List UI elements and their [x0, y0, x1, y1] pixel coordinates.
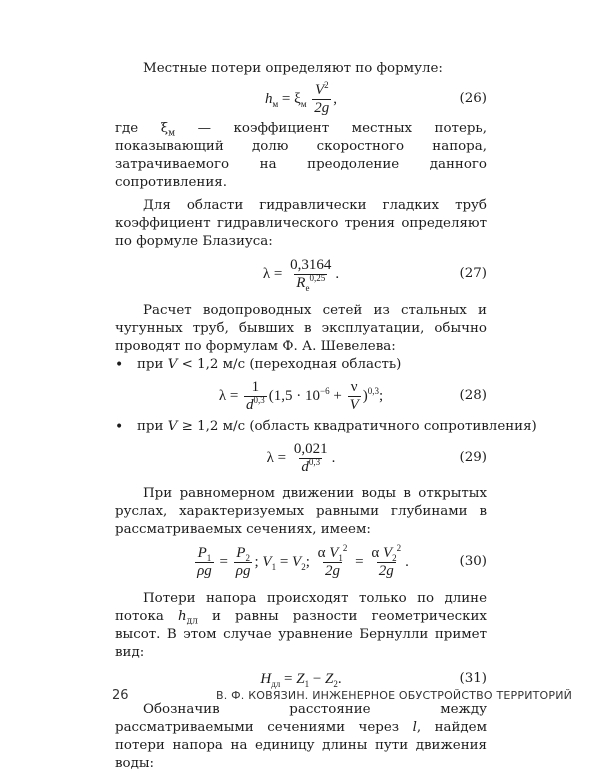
paragraph-blasius: Для области гидравлически гладких труб коэффициент гидравлического трения определяют по формуле Блазиуса: [115, 198, 487, 249]
paragraph-shevelev: Расчет водопроводных сетей из стальных и чугунных труб, бывших в эксплуатации, обычно проводят по формулам Ф. А. Шевелева: [115, 303, 487, 354]
running-title: В. Ф. КОВЯЗИН. ИНЖЕНЕРНОЕ ОБУСТРОЙСТВО ТЕРРИТОРИЙ [216, 689, 573, 702]
formula-29: λ = $\frac{0,021}{d^{0,3}}$ . (29) [266, 440, 487, 475]
fraction-blasius: $\frac{0,3164}{R_e^{0,25}}$ [290, 256, 332, 293]
formula-30: $\frac{P_1}{\rho g}$ = $\frac{P_2}{\rho g}$ ; $V_1 = V_2$; $\frac{\alpha V_1^2}{2g}$ = $\frac{\alpha V_2^2}{2g}$ . (30) [197, 542, 487, 579]
formula-number-30: (30) [459, 554, 487, 569]
formula-27: λ = $\frac{0,3164}{R_e^{0,25}}$ . (27) [262, 256, 487, 293]
paragraph-xi-definition: где $\xi_м$ — коэффициент местных потерь, показывающий долю скоростного напора, затрачиваемого на преодоление данного сопротивления. [115, 121, 487, 190]
formula-number-27: (27) [459, 266, 487, 281]
bullet-icon: • [115, 357, 124, 373]
formula-28: λ = $\frac{1}{d^{0,3}}$ ($1,5 \cdot 10^{-6}$ + $\frac{\nu}{V}$ )$^{0,3}$; (28) [218, 378, 487, 413]
formula-number-31: (31) [459, 671, 487, 686]
formula-number-28: (28) [459, 388, 487, 403]
paragraph-unit-length: Обозначив расстояние между рассматриваемыми сечениями через l, найдем потери напора на единицу длины пути движения воды: [115, 702, 488, 771]
bullet-icon: • [115, 419, 124, 435]
page-body [115, 60, 537, 773]
page-number: 26 [112, 688, 129, 703]
fraction-v2-2g: $\frac{V^2}{2g}$ [314, 79, 330, 116]
formula-26: $h_м = \xi_м$ $\frac{V^2}{2g}$ , (26) [264, 79, 487, 116]
bullet-quadratic-region: • при V ≥ 1,2 м/с (область квадратичного сопротивления) [115, 419, 537, 435]
paragraph-head-losses: Потери напора происходят только по длине потока $h_{дл}$ и равны разности геометрических высот. В этом случае уравнение Бернулли примет вид: [115, 591, 487, 660]
paragraph-local-losses: Местные потери определяют по формуле: [143, 61, 443, 76]
bullet-transition-region: • при V < 1,2 м/с (переходная область) [115, 357, 402, 373]
formula-number-29: (29) [459, 450, 487, 465]
formula-31: $H_{дл} = Z_1 - Z_2$. (31) [260, 671, 487, 689]
formula-number-26: (26) [459, 91, 487, 106]
paragraph-open-channel: При равномерном движении воды в открытых руслах, характеризуемых равными глубинами в рассматриваемых сечениях, имеем: [115, 486, 487, 537]
